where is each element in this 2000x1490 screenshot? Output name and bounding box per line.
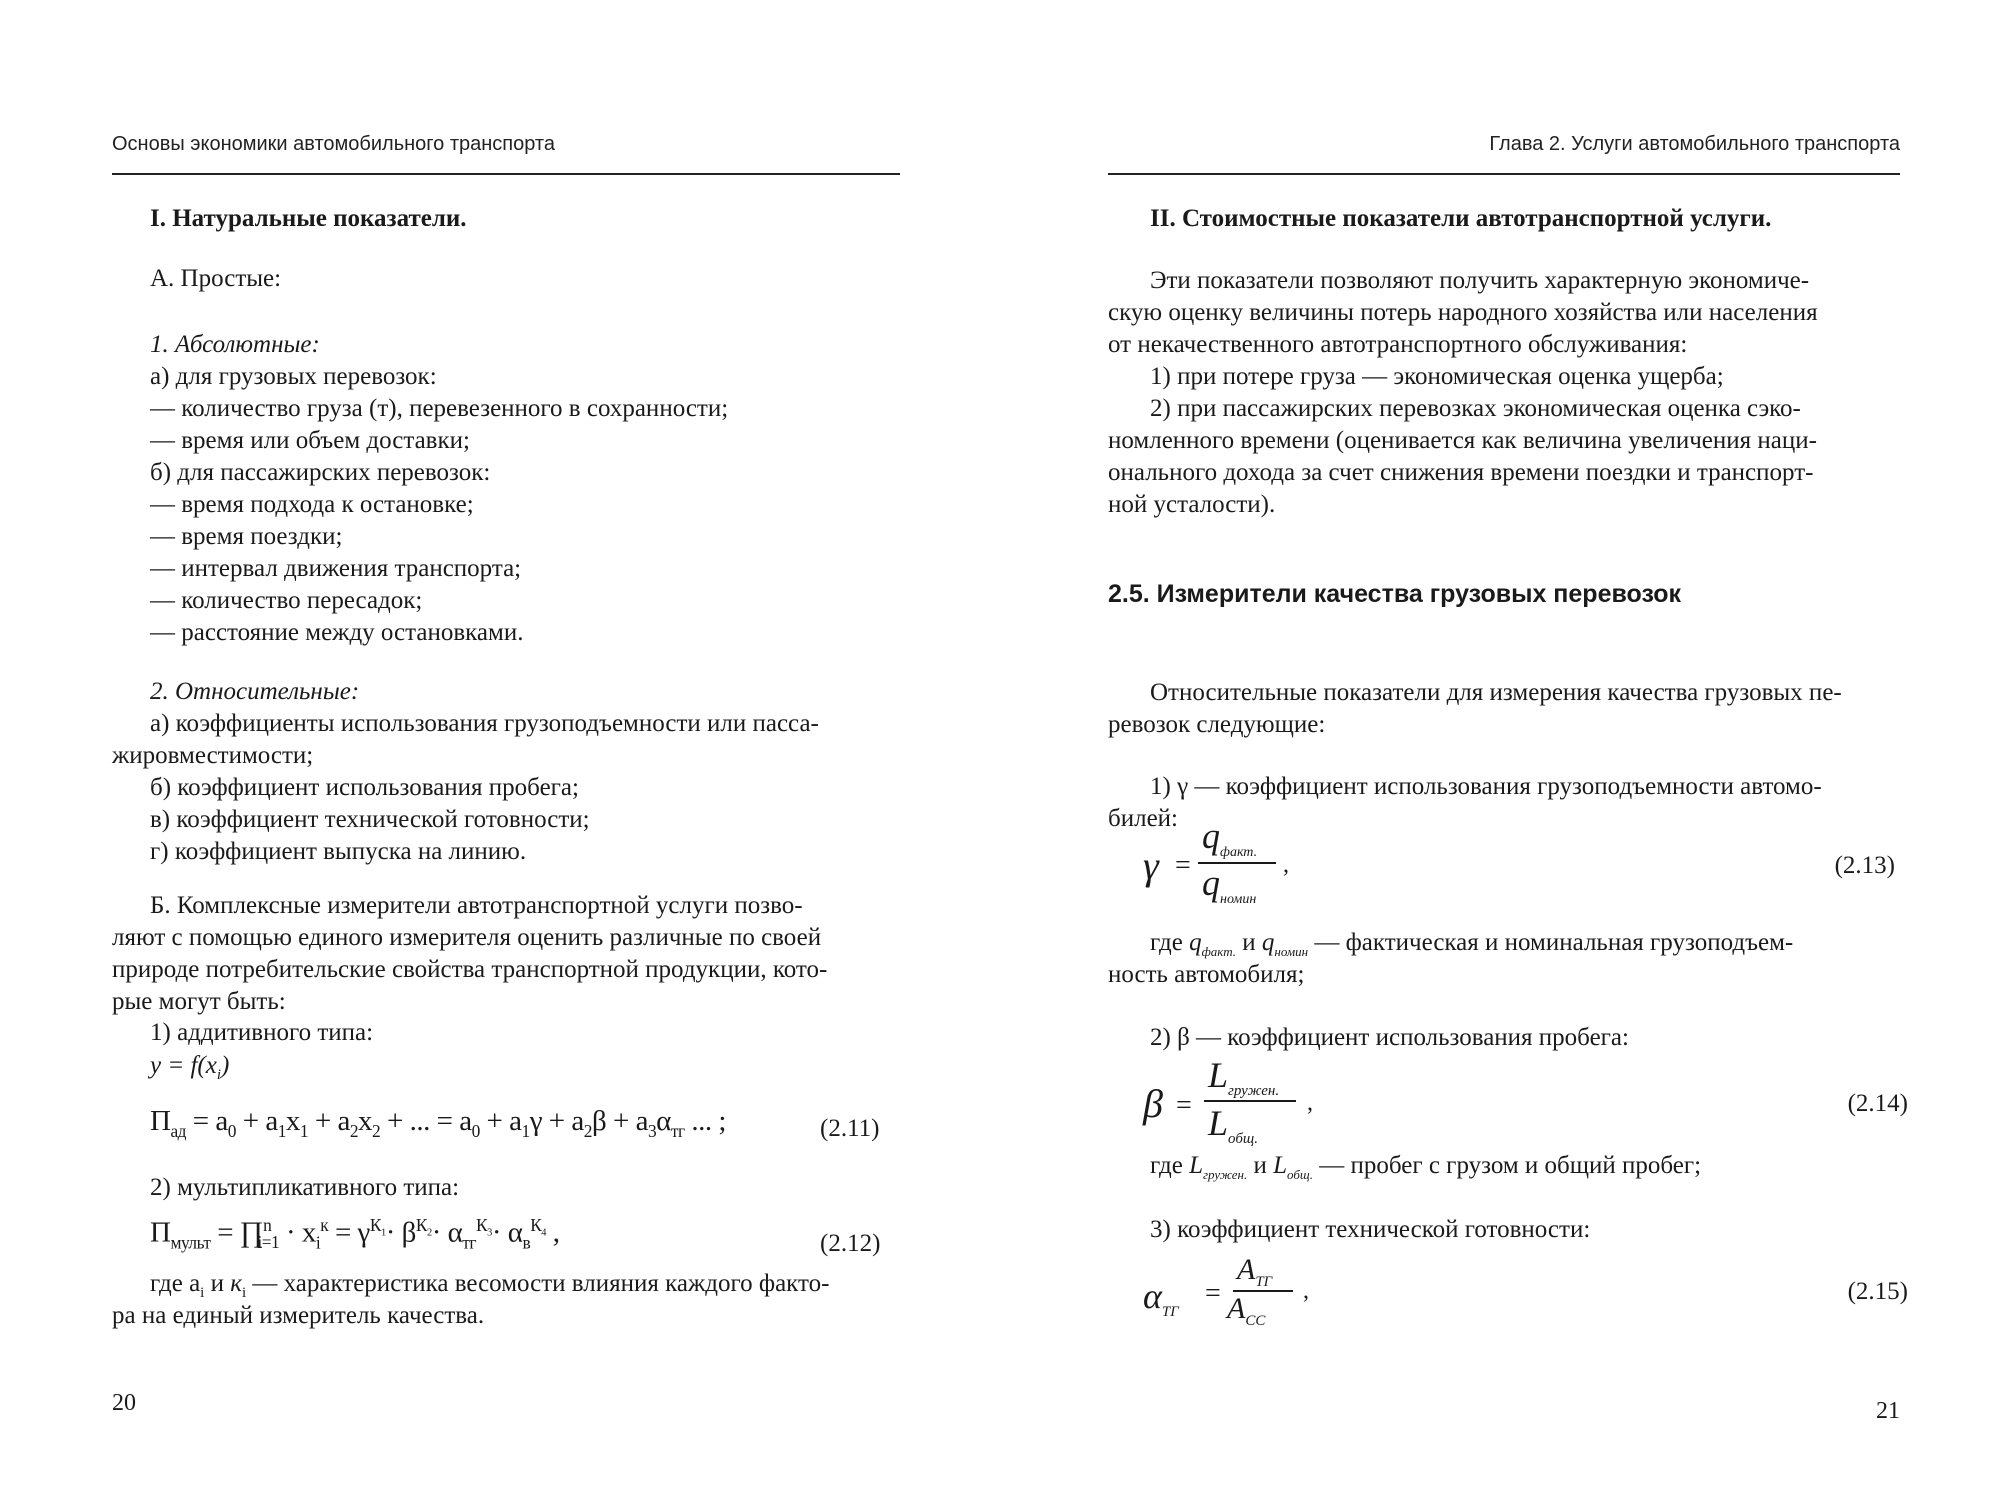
absolute-list-line: — количество груза (т), перевезенного в сохранности; (150, 395, 729, 422)
complex-list-line: ляют с помощью единого измерителя оценить различные по своей (112, 924, 822, 951)
cost-paragraph-line: 2) при пассажирских перевозках экономическая оценка сэко- (1150, 395, 1801, 422)
page-number-right: 21 (1876, 1398, 1900, 1424)
cost-paragraph-line: ной усталости). (1108, 491, 1276, 518)
equation-number-2-13: (2.13) (1834, 852, 1895, 879)
equation-number-2-14: (2.14) (1847, 1090, 1908, 1117)
equation-2-11: $П_{ад} = a_0 + a_1x_1 + a_2x_2$ + ... = $a_0 + a_1\gamma + a_2\beta + a_3\alpha_{тг}$ ... ; (150, 1105, 726, 1141)
relative-list-line: а) коэффициенты использования грузоподъемности или пасса- (150, 710, 819, 737)
item3-label: 3) коэффициент технической готовности: (1150, 1216, 1591, 1243)
intro-list-line: Относительные показатели для измерения качества грузовых пе- (1150, 679, 1842, 706)
absolute-list-line: — количество пересадок; (150, 587, 423, 614)
where-explanation-line2: ра на единый измеритель качества. (112, 1302, 485, 1329)
item1-list-line: 1) γ — коэффициент использования грузоподъемности автомо- (1150, 773, 1822, 800)
right-page: Глава 2. Услуги автомобильного транспорта II. Стоимостные показатели автотранспортной услуги. Эти показатели позволяют получить характерную экономиче- скую оценку величины потерь народного хозяйства или населения от некачественного автотранспортного обслуживания: 1) при потере груза — экономическая оценка ущерба; 2) при пассажирских перевозках экономическая оценка сэко- номленного времени (оценивается как величина увеличения наци- онального дохода за счет снижения времени поездки и транспорт- ной усталости). 2.5. Измерители качества грузовых перевозок Относительные показатели для измерения качества грузовых пе- ревозок следующие: 1) γ — коэффициент использования грузоподъемности автомо- билей: γ = $q_{факт.}$ $q_{номин}$ , (2.13) где $q_{факт.}$ и $q_{номин}$ — фактическая и номинальная грузоподъем- ность автомобиля; 2) β — коэффициент использования пробега: β = $L_{гружен.}$ $L_{общ.}$ , (2.14) где $L_{гружен.}$ и $L_{общ.}$ — пробег с грузом и общий пробег; 3) коэффициент технической готовности: $\alpha_{ТГ}$ = $A_{ТГ}$ $A_{СС}$ , (2.15) 21 (1108, 133, 1908, 1424)
absolute-list-line: б) для пассажирских перевозок: (150, 459, 491, 486)
absolute-list-line: — время или объем доставки; (150, 427, 470, 454)
intro-list-line: ревозок следующие: (1108, 711, 1326, 738)
subsection-title: 2.5. Измерители качества грузовых перевозок (1108, 580, 1682, 608)
complex-list-line: Б. Комплексные измерители автотранспортной услуги позво- (150, 892, 803, 919)
where-2-13-line1: где $q_{факт.}$ и $q_{номин}$ — фактическая и номинальная грузоподъем- (1150, 929, 1794, 959)
running-header-right: Глава 2. Услуги автомобильного транспорта (1489, 133, 1900, 155)
absolute-list-line: а) для грузовых перевозок: (150, 363, 437, 390)
absolute-list-line: — интервал движения транспорта; (150, 555, 522, 582)
where-2-14: где $L_{гружен.}$ и $L_{общ.}$ — пробег с грузом и общий пробег; (1150, 1152, 1702, 1182)
absolute-heading: 1. Абсолютные: (150, 331, 320, 358)
cost-paragraph-line: от некачественного автотранспортного обслуживания: (1108, 331, 1688, 358)
complex-list-line: рые могут быть: (112, 988, 286, 1015)
relative-list-line: жировместимости; (112, 742, 314, 769)
relative-list-line: г) коэффициент выпуска на линию. (150, 838, 527, 865)
complex-list-line: природе потребительские свойства транспортной продукции, кото- (112, 956, 828, 983)
absolute-list-line: — время поездки; (150, 523, 343, 550)
relative-list-line: в) коэффициент технической готовности; (150, 806, 590, 833)
cost-paragraph-line: Эти показатели позволяют получить характерную экономиче- (1150, 267, 1810, 294)
section-heading-natural: I. Натуральные показатели. (150, 205, 467, 232)
item2-label: 2) β — коэффициент использования пробега: (1150, 1024, 1629, 1051)
equation-number-2-12: (2.12) (820, 1230, 881, 1257)
equation-number-2-11: (2.11) (820, 1115, 880, 1142)
section-heading-cost: II. Стоимостные показатели автотранспортной услуги. (1150, 205, 1772, 232)
cost-paragraph-line: онального дохода за счет снижения времени поездки и транспорт- (1108, 459, 1814, 486)
running-header-left: Основы экономики автомобильного транспорта (112, 133, 555, 155)
cost-paragraph-line: скую оценку величины потерь народного хозяйства или населения (1108, 299, 1818, 326)
additive-label: 1) аддитивного типа: (150, 1019, 374, 1046)
page-number-left: 20 (112, 1390, 136, 1416)
where-explanation-line1: где $a_i$ и $к_i$ — характеристика весомости влияния каждого факто- (150, 1270, 830, 1301)
header-rule (112, 173, 900, 175)
equation-2-12: $П_{мульт}$ = ∏$^n_{i=1}$ · $x_i^к = \gamma^{К_1}\cdot \beta^{К_2}\cdot \alpha_{тг}^{К_3}\cdot \alpha_в^{К_4}$ , (150, 1215, 560, 1253)
relative-list-line: б) коэффициент использования пробега; (150, 774, 579, 801)
absolute-list-line: — расстояние между остановками. (150, 619, 524, 646)
header-rule (1108, 173, 1900, 175)
absolute-list-line: — время подхода к остановке; (150, 491, 474, 518)
cost-paragraph-line: номленного времени (оценивается как величина увеличения наци- (1108, 427, 1817, 454)
simple-heading: А. Простые: (150, 265, 282, 292)
equation-number-2-15: (2.15) (1847, 1278, 1908, 1305)
relative-heading: 2. Относительные: (150, 678, 360, 705)
additive-function: $y = f(x_i)$ (150, 1052, 230, 1083)
multiplicative-label: 2) мультипликативного типа: (150, 1174, 460, 1201)
item1-list-line: билей: (1108, 805, 1178, 832)
cost-paragraph-line: 1) при потере груза — экономическая оценка ущерба; (1150, 363, 1724, 390)
where-2-13-line2: ность автомобиля; (1108, 961, 1305, 988)
